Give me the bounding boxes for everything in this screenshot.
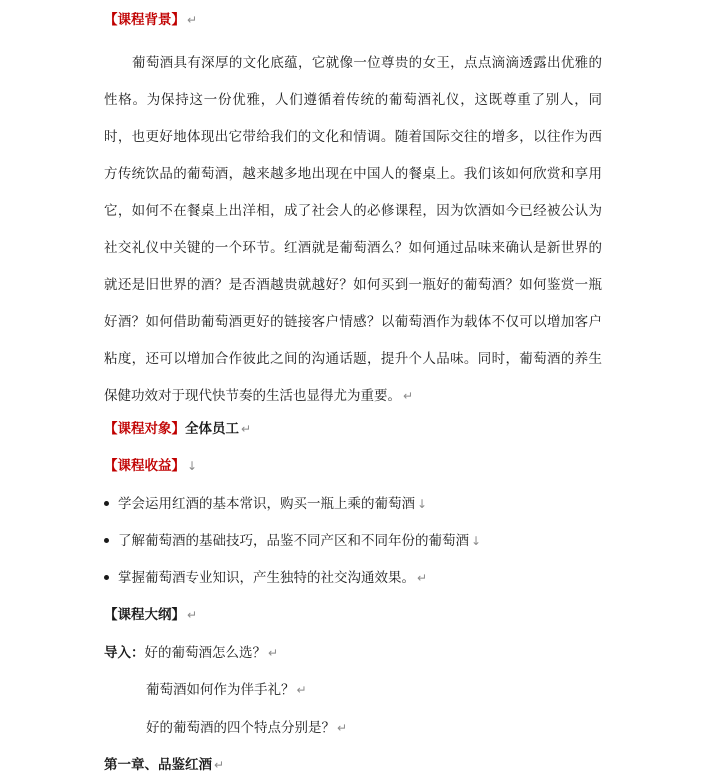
bullet-icon [104,501,109,506]
chapter-heading-line [104,755,224,775]
outline-heading: 【课程大纲】 [104,607,185,623]
benefit-item-text: 学会运用红酒的基本常识，购买一瓶上乘的葡萄酒 [118,496,415,512]
outline-intro-label: 导入： [104,645,145,661]
paragraph-mark: ↵ [417,571,428,585]
bullet-icon [104,575,109,580]
bullet-icon [104,538,109,543]
benefits-heading: 【课程收益】 [104,458,185,474]
outline-sub-item [146,718,347,738]
outline-heading-line [104,605,197,625]
benefits-heading-line [104,456,197,476]
audience-line [104,419,251,439]
outline-sub-item [146,680,307,700]
chapter1-heading: 第一章、品鉴红酒 [104,757,212,773]
line-break-mark: ↓ [471,534,482,548]
paragraph-mark: ↵ [241,422,252,436]
outline-sub-item-text: 葡萄酒如何作为伴手礼？ [146,682,295,698]
background-paragraph [104,45,602,415]
paragraph-mark: ↵ [187,608,198,622]
paragraph-mark: ↵ [296,683,307,697]
paragraph-mark: ↵ [268,646,279,660]
background-heading-line [104,10,197,30]
outline-intro-question: 好的葡萄酒怎么选？ [144,645,266,661]
paragraph-mark: ↵ [187,13,198,27]
background-paragraph-text: 葡萄酒具有深厚的文化底蕴，它就像一位尊贵的女王，点点滴滴透露出优雅的性格。为保持这一份优雅，人们遵循着传统的葡萄酒礼仪，这既尊重了别人，同时，也更好地体现出它带给我们的文化和情调。随着国际交往的增多，以往作为西方传统饮品的葡萄酒，越来越多地出现在中国人的餐桌上。我们该如何欣赏和享用它，如何不在餐桌上出洋相，成了社会人的必修课程，因为饮酒如今已经被公认为社交礼仪中关键的一个环节。红酒就是葡萄酒么？如何通过品味来确认是新世界的就还是旧世界的酒？是否酒越贵就越好？如何买到一瓶好的葡萄酒？如何鉴赏一瓶好酒？如何借助葡萄酒更好的链接客户情感？以葡萄酒作为载体不仅可以增加客户粘度，还可以增加合作彼此之间的沟通话题，提升个人品味。同时，葡萄酒的养生保健功效对于现代快节奏的生活也显得尤为重要。 [104,55,602,404]
outline-intro-line [104,643,278,663]
benefit-item-text: 了解葡萄酒的基础技巧，品鉴不同产区和不同年份的葡萄酒 [118,533,469,549]
paragraph-mark: ↵ [214,758,225,772]
line-break-mark: ↓ [187,459,198,473]
benefit-item [104,568,427,588]
audience-value: 全体员工 [185,421,239,437]
benefit-item [104,494,427,514]
paragraph-mark: ↵ [337,721,348,735]
benefit-item [104,531,481,551]
benefit-item-text: 掌握葡萄酒专业知识，产生独特的社交沟通效果。 [118,570,415,586]
paragraph-mark: ↵ [403,389,414,403]
background-heading: 【课程背景】 [104,12,185,28]
outline-sub-item-text: 好的葡萄酒的四个特点分别是？ [146,720,335,736]
line-break-mark: ↓ [417,497,428,511]
audience-heading: 【课程对象】 [104,421,185,437]
